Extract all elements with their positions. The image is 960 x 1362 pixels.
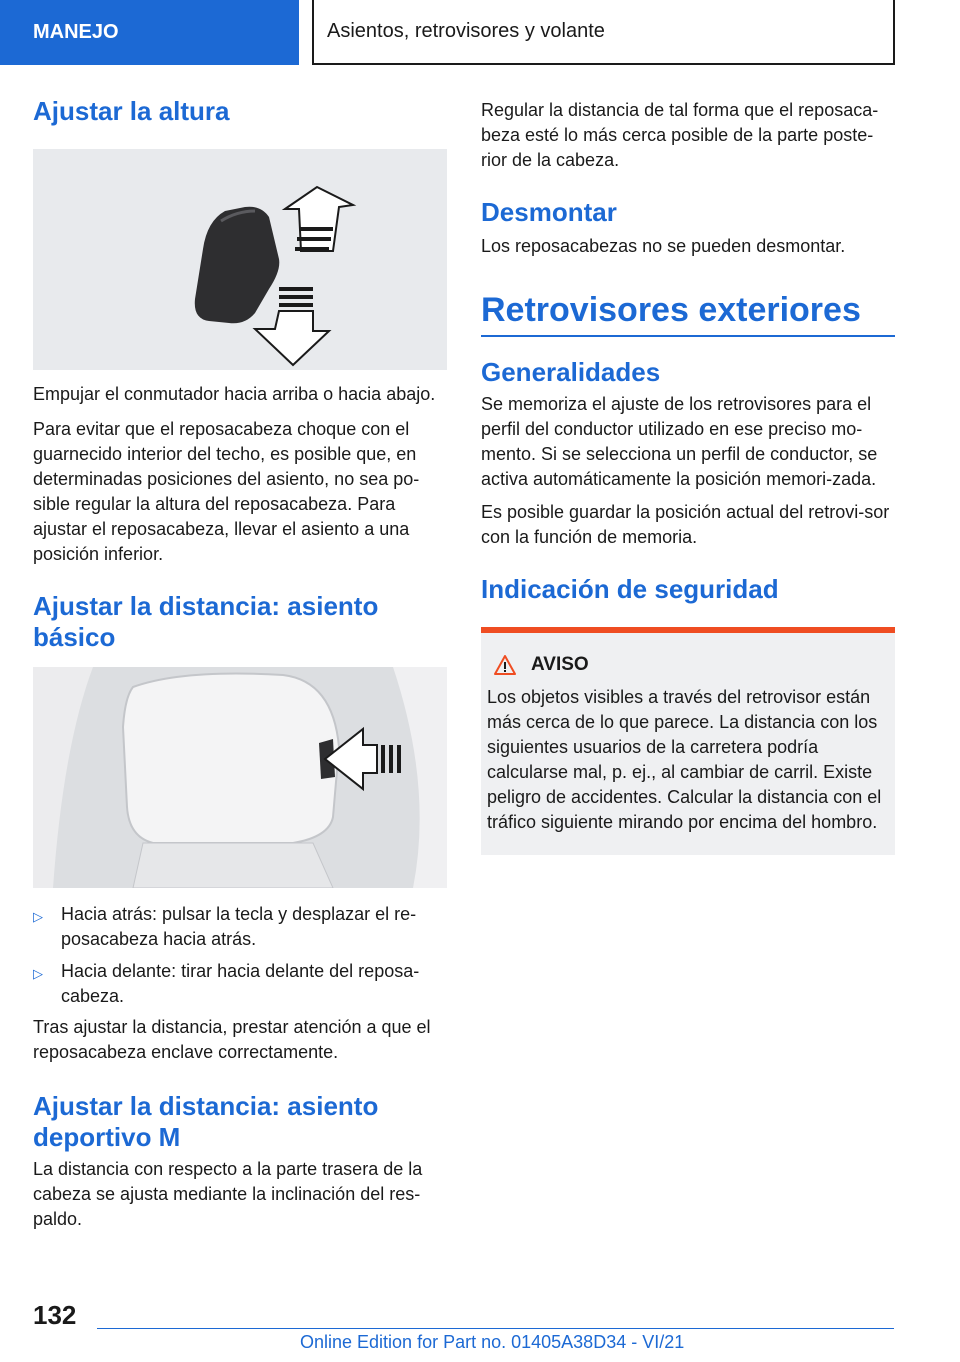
paragraph-altura-2: Para evitar que el reposacabeza choque con el guarnecido interior del techo, es posible que, en determinadas posiciones del asiento, no sea po-sible regular la altura del reposacabeza. Para ajustar el reposacabeza, llevar el asiento a una posición inferior. — [33, 419, 420, 564]
section-label: MANEJO — [33, 21, 119, 43]
heading-distancia-basico: Ajustar la distancia: asiento básico — [33, 591, 379, 652]
heading-seguridad: Indicación de seguridad — [481, 574, 779, 604]
chapter-header — [312, 0, 895, 65]
paragraph-regular: Regular la distancia de tal forma que el reposaca-beza esté lo más cerca posible de la parte poste-rior de la cabeza. — [481, 100, 879, 170]
right-column — [481, 98, 895, 855]
headrest-height-switch-illustration — [33, 149, 447, 370]
heading-rule — [481, 335, 895, 337]
warning-box — [481, 627, 895, 855]
warning-text: Los objetos visibles a través del retrovisor están más cerca de lo que parece. La distancia con los siguientes usuarios de la carretera podría calcularse mal, p. ej., al cambiar de carril. Existe peligro de accidentes. Calcular la distancia con el tráfico siguiente mirando por encima del hombro. — [487, 687, 882, 832]
headrest-distance-illustration — [33, 667, 447, 888]
footer-edition: Online Edition for Part no. 01405A38D34 - VI/21 — [300, 1332, 685, 1352]
triangle-bullet-icon: ▷ — [33, 909, 43, 924]
chapter-title: Asientos, retrovisores y volante — [327, 20, 605, 42]
heading-generalidades: Generalidades — [481, 357, 661, 387]
heading-distancia-deportivo: Ajustar la distancia: asiento deportivo M — [33, 1091, 379, 1152]
warning-triangle-icon — [493, 654, 517, 676]
list-item — [33, 902, 447, 952]
paragraph-desmontar: Los reposacabezas no se pueden desmontar. — [481, 236, 846, 256]
chapter-heading-retrovisores: Retrovisores exteriores — [481, 291, 861, 329]
list-item-text: Hacia atrás: pulsar la tecla y desplazar el re-posacabeza hacia atrás. — [61, 904, 417, 949]
list-item — [33, 959, 447, 1009]
triangle-bullet-icon: ▷ — [33, 966, 43, 981]
paragraph-altura-1: Empujar el conmutador hacia arriba o hacia abajo. — [33, 384, 436, 404]
heading-ajustar-altura: Ajustar la altura — [33, 96, 230, 126]
paragraph-general-1: Se memoriza el ajuste de los retrovisores para el perfil del conductor utilizado en ese preciso mo-mento. Si se selecciona un perfil de conductor, se activa automáticamente la posición memori-zada. — [481, 394, 878, 489]
warning-title-row — [481, 633, 895, 679]
list-item-text: Hacia delante: tirar hacia delante del reposa-cabeza. — [61, 961, 420, 1006]
paragraph-deportivo: La distancia con respecto a la parte trasera de la cabeza se ajusta mediante la inclinación del res-paldo. — [33, 1159, 423, 1229]
left-column — [33, 96, 447, 1232]
bullet-list — [33, 902, 447, 1009]
paragraph-general-2: Es posible guardar la posición actual del retrovi-sor con la función de memoria. — [481, 502, 890, 547]
heading-desmontar: Desmontar — [481, 197, 617, 227]
warning-title: AVISO — [531, 654, 589, 675]
paragraph-basico: Tras ajustar la distancia, prestar atención a que el reposacabeza enclave correctamente. — [33, 1017, 431, 1062]
section-tab — [0, 0, 299, 65]
page-number: 132 — [33, 1300, 77, 1330]
footer-rule — [97, 1328, 894, 1329]
